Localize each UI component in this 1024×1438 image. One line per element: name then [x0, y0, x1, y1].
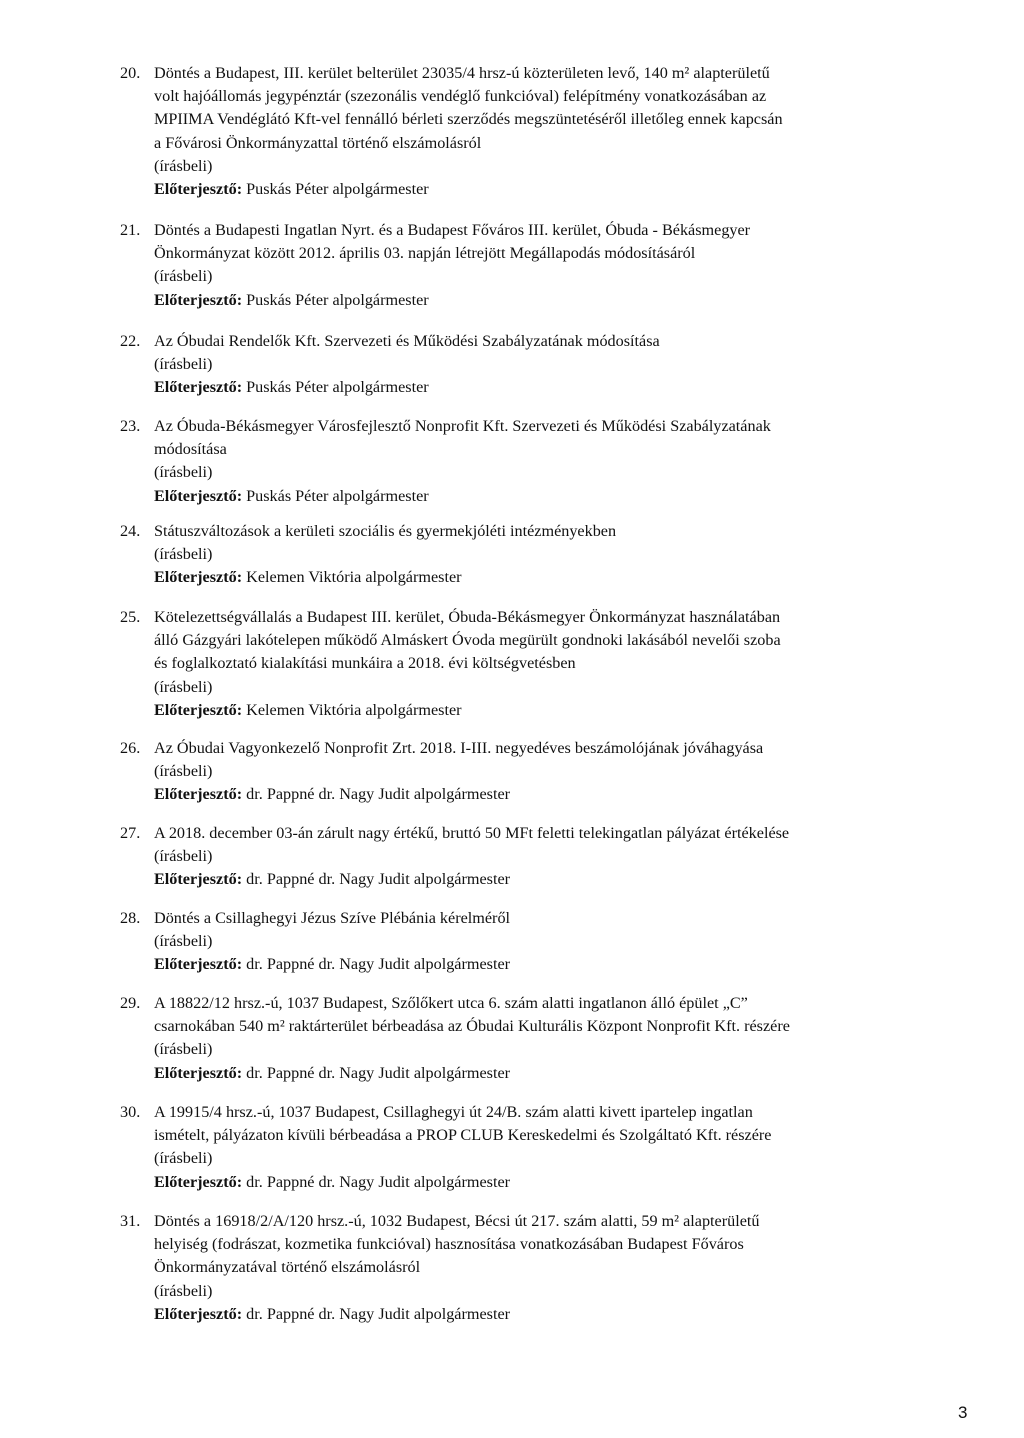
presenter-name: dr. Pappné dr. Nagy Judit alpolgármester: [246, 1172, 511, 1191]
item-presenter-row: [154, 566, 895, 589]
item-body: [154, 992, 895, 1085]
item-body: [154, 219, 895, 312]
presenter-name: dr. Pappné dr. Nagy Judit alpolgármester: [246, 1063, 511, 1082]
agenda-item-28: [120, 907, 895, 977]
presenter-label: Előterjesztő:: [154, 700, 243, 719]
presenter-label: Előterjesztő:: [154, 955, 243, 974]
item-presenter-row: [154, 953, 895, 976]
item-number: 24.: [120, 522, 141, 540]
agenda-item-27: [120, 822, 895, 892]
presenter-label: Előterjesztő:: [154, 785, 243, 804]
item-number: 27.: [120, 824, 141, 842]
item-title-line: A 18822/12 hrsz.-ú, 1037 Budapest, Szőlőkert utca 6. szám alatti ingatlanon álló épület „C”: [154, 994, 748, 1012]
item-title-line: A 2018. december 03-án zárult nagy értékű, bruttó 50 MFt feletti telekingatlan pályázat értékelése: [154, 824, 790, 842]
item-number: 20.: [120, 64, 141, 82]
presenter-name: Puskás Péter alpolgármester: [246, 180, 429, 199]
item-number: 29.: [120, 994, 141, 1012]
presenter-label: Előterjesztő:: [154, 1304, 243, 1323]
page-number: 3: [958, 1403, 968, 1422]
item-presenter-row: [154, 1303, 895, 1326]
presenter-label: Előterjesztő:: [154, 568, 243, 587]
item-presenter-row: [154, 1171, 895, 1194]
item-presenter-row: [154, 1062, 895, 1085]
item-body: [154, 1101, 895, 1194]
item-title-line: A 19915/4 hrsz.-ú, 1037 Budapest, Csillaghegyi út 24/B. szám alatti kivett ipartelep ingatlan: [154, 1103, 753, 1121]
presenter-name: dr. Pappné dr. Nagy Judit alpolgármester: [246, 870, 511, 889]
agenda-item-23: [120, 415, 895, 508]
item-presenter-row: [154, 485, 895, 508]
item-title-line: és foglalkoztató kialakítási munkáira a 2018. évi költségvetésben: [154, 654, 576, 673]
item-type: (írásbeli): [154, 677, 213, 696]
presenter-label: Előterjesztő:: [154, 378, 243, 397]
item-presenter-row: [154, 289, 895, 312]
agenda-item-22: [120, 330, 895, 400]
item-presenter-row: [154, 178, 895, 201]
item-type: (írásbeli): [154, 355, 213, 374]
item-body: [154, 907, 895, 977]
item-number: 26.: [120, 739, 141, 757]
item-body: [154, 62, 895, 201]
item-body: [154, 415, 895, 508]
item-type: (írásbeli): [154, 1149, 213, 1168]
item-body: [154, 330, 895, 400]
presenter-name: Kelemen Viktória alpolgármester: [246, 568, 462, 587]
item-title-line: Az Óbudai Rendelők Kft. Szervezeti és Működési Szabályzatának módosítása: [154, 332, 660, 350]
item-title-line: ismételt, pályázaton kívüli bérbeadása a PROP CLUB Kereskedelmi és Szolgáltató Kft. részére: [154, 1126, 772, 1145]
agenda-item-31: [120, 1210, 895, 1326]
item-title-line: Az Óbuda-Békásmegyer Városfejlesztő Nonprofit Kft. Szervezeti és Működési Szabályzatának: [154, 417, 771, 435]
item-title-line: Döntés a Budapest, III. kerület belterület 23035/4 hrsz-ú közterületen levő, 140 m² alapterületű: [154, 64, 770, 82]
item-type: (írásbeli): [154, 762, 213, 781]
item-number: 22.: [120, 332, 141, 350]
item-type: (írásbeli): [154, 156, 213, 175]
presenter-name: Puskás Péter alpolgármester: [246, 290, 429, 309]
item-presenter-row: [154, 783, 895, 806]
agenda-item-20: [120, 62, 895, 201]
item-presenter-row: [154, 868, 895, 891]
item-title-line: módosítása: [154, 440, 227, 459]
agenda-item-25: [120, 606, 895, 722]
presenter-name: Puskás Péter alpolgármester: [246, 486, 429, 505]
item-type: (írásbeli): [154, 1040, 213, 1059]
presenter-label: Előterjesztő:: [154, 870, 243, 889]
presenter-label: Előterjesztő:: [154, 1172, 243, 1191]
item-title-line: MPIIMA Vendéglátó Kft-vel fennálló bérleti szerződés megszüntetéséről illetőleg ennek kapcsán: [154, 110, 783, 129]
item-type: (írásbeli): [154, 545, 213, 564]
presenter-name: dr. Pappné dr. Nagy Judit alpolgármester: [246, 785, 511, 804]
item-number: 31.: [120, 1212, 141, 1230]
presenter-label: Előterjesztő:: [154, 180, 243, 199]
item-title-line: Döntés a Budapesti Ingatlan Nyrt. és a Budapest Főváros III. kerület, Óbuda - Békásmegyer: [154, 221, 751, 239]
item-body: [154, 737, 895, 807]
item-title-line: csarnokában 540 m² raktárterület bérbeadása az Óbudai Kulturális Központ Nonprofit Kft. részére: [154, 1017, 790, 1036]
item-type: (írásbeli): [154, 1281, 213, 1300]
item-type: (írásbeli): [154, 932, 213, 951]
item-title-line: álló Gázgyári lakótelepen működő Almáskert Óvoda megürült gondnoki lakásából nevelői szoba: [154, 631, 781, 650]
item-type: (írásbeli): [154, 847, 213, 866]
presenter-label: Előterjesztő:: [154, 486, 243, 505]
item-type: (írásbeli): [154, 463, 213, 482]
item-title-line: Önkormányzatával történő elszámolásról: [154, 1258, 421, 1277]
item-title-line: volt hajóállomás jegypénztár (szezonális vendéglő funkcióval) felépítmény vonatkozásában az: [154, 87, 767, 106]
presenter-label: Előterjesztő:: [154, 290, 243, 309]
presenter-name: dr. Pappné dr. Nagy Judit alpolgármester: [246, 955, 511, 974]
item-title-line: helyiség (fodrászat, kozmetika funkcióval) hasznosítása vonatkozásában Budapest Főváros: [154, 1235, 744, 1254]
item-number: 28.: [120, 909, 141, 927]
item-title-line: Önkormányzat között 2012. április 03. napján létrejött Megállapodás módosításáról: [154, 244, 696, 263]
item-number: 21.: [120, 221, 141, 239]
presenter-name: Puskás Péter alpolgármester: [246, 378, 429, 397]
agenda-item-29: [120, 992, 895, 1085]
item-number: 23.: [120, 417, 141, 435]
item-title-line: Döntés a 16918/2/A/120 hrsz.-ú, 1032 Budapest, Bécsi út 217. szám alatti, 59 m² alapterületű: [154, 1212, 760, 1230]
item-title-line: Döntés a Csillaghegyi Jézus Szíve Plébánia kérelméről: [154, 909, 511, 927]
agenda-item-24: [120, 520, 895, 590]
item-body: [154, 520, 895, 590]
item-presenter-row: [154, 699, 895, 722]
item-presenter-row: [154, 376, 895, 399]
item-title-line: Státuszváltozások a kerületi szociális és gyermekjóléti intézményekben: [154, 522, 617, 540]
item-body: [154, 1210, 895, 1326]
item-title-line: Az Óbudai Vagyonkezelő Nonprofit Zrt. 2018. I-III. negyedéves beszámolójának jóváhagyása: [154, 739, 764, 757]
item-body: [154, 822, 895, 892]
agenda-item-26: [120, 737, 895, 807]
item-type: (írásbeli): [154, 267, 213, 286]
agenda-item-21: [120, 219, 895, 312]
item-body: [154, 606, 895, 722]
item-number: 25.: [120, 608, 141, 626]
item-title-line: Kötelezettségvállalás a Budapest III. kerület, Óbuda-Békásmegyer Önkormányzat használatában: [154, 608, 781, 626]
agenda-item-30: [120, 1101, 895, 1194]
item-number: 30.: [120, 1103, 141, 1121]
presenter-label: Előterjesztő:: [154, 1063, 243, 1082]
presenter-name: Kelemen Viktória alpolgármester: [246, 700, 462, 719]
item-title-line: a Fővárosi Önkormányzattal történő elszámolásról: [154, 133, 482, 152]
presenter-name: dr. Pappné dr. Nagy Judit alpolgármester: [246, 1304, 511, 1323]
